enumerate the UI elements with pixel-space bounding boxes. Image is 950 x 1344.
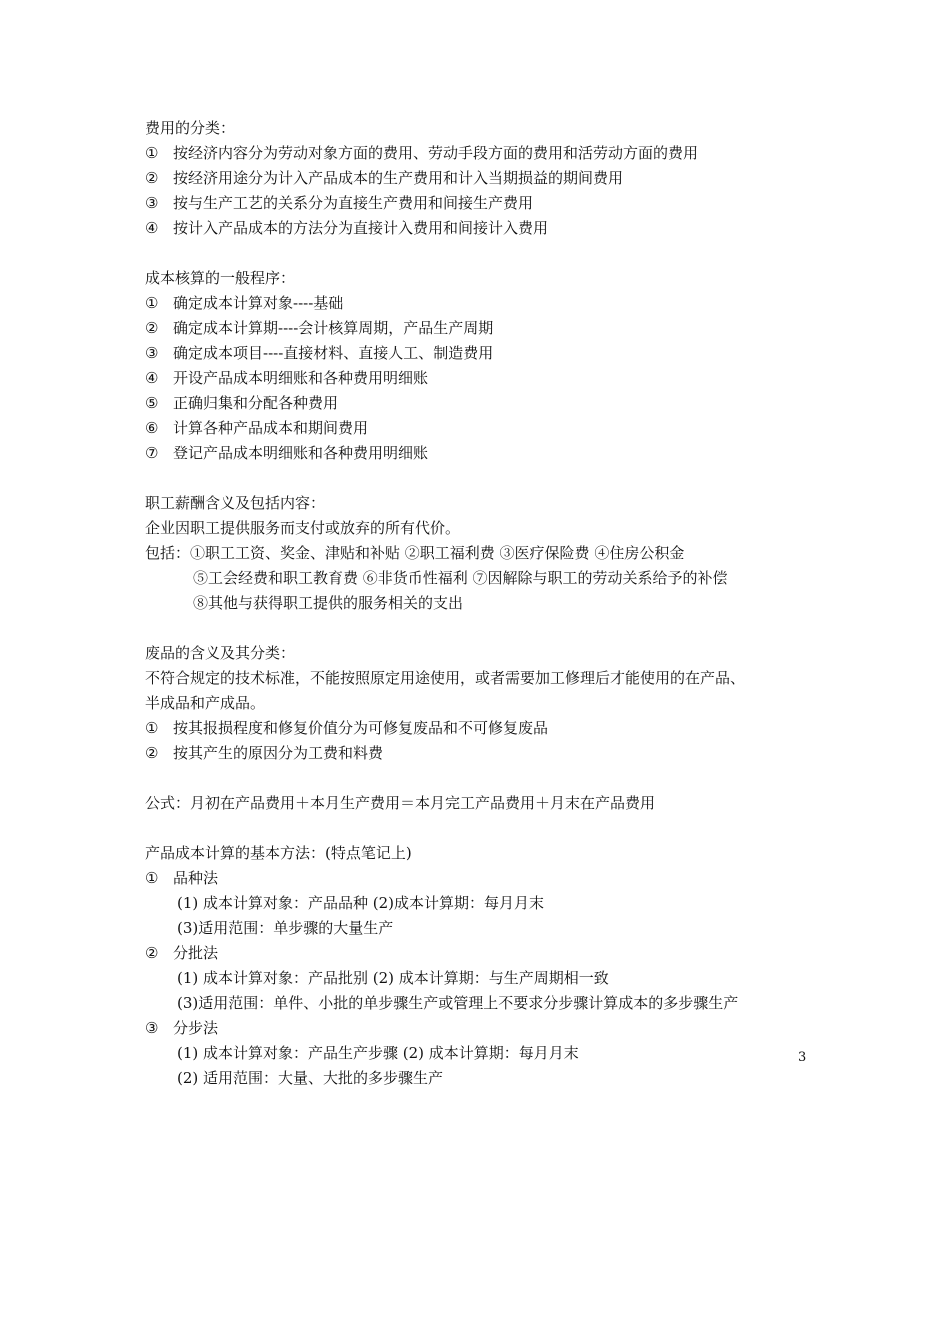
includes-prefix: 包括： [145, 544, 191, 562]
spacer [145, 816, 825, 841]
list-text: 按其产生的原因分为工费和料费 [173, 744, 384, 762]
list-number: ② [145, 319, 159, 337]
method-detail: (2) 适用范围：大量、大批的多步骤生产 [177, 1069, 444, 1087]
list-text: 正确归集和分配各种费用 [173, 394, 339, 412]
section-title-cost-procedure: 成本核算的一般程序： [145, 269, 296, 287]
page-number: 3 [798, 1050, 807, 1065]
list-item [145, 366, 825, 391]
spacer [145, 616, 825, 641]
compensation-includes [145, 541, 825, 566]
list-item [145, 166, 825, 191]
list-number: ④ [145, 369, 159, 387]
formula-text: 公式：月初在产品费用＋本月生产费用＝本月完工产品费用＋月末在产品费用 [145, 794, 656, 812]
method-name: 分批法 [173, 944, 219, 962]
list-text: 按经济内容分为劳动对象方面的费用、劳动手段方面的费用和活劳动方面的费用 [173, 144, 699, 162]
list-number: ② [145, 744, 159, 762]
list-number: ① [145, 144, 159, 162]
section-title-waste-products: 废品的含义及其分类： [145, 644, 296, 662]
section-title-basic-methods: 产品成本计算的基本方法：(特点笔记上) [145, 844, 412, 862]
list-text: 确定成本计算对象----基础 [173, 294, 344, 312]
section-title-expense-classification: 费用的分类： [145, 119, 236, 137]
compensation-definition: 企业因职工提供服务而支付或放弃的所有代价。 [145, 519, 461, 537]
list-text: 登记产品成本明细账和各种费用明细账 [173, 444, 429, 462]
method-heading [145, 866, 825, 891]
list-text: 确定成本计算期----会计核算周期，产品生产周期 [173, 319, 494, 337]
method-name: 品种法 [173, 869, 219, 887]
includes-line: ⑧其他与获得职工提供的服务相关的支出 [193, 594, 464, 612]
list-item [145, 216, 825, 241]
section-title-employee-compensation: 职工薪酬含义及包括内容： [145, 494, 326, 512]
list-text: 确定成本项目----直接材料、直接人工、制造费用 [173, 344, 494, 362]
method-detail: (1) 成本计算对象：产品品种 (2)成本计算期：每月月末 [177, 894, 545, 912]
list-number: ③ [145, 1019, 159, 1037]
method-heading [145, 941, 825, 966]
method-name: 分步法 [173, 1019, 219, 1037]
list-text: 按计入产品成本的方法分为直接计入费用和间接计入费用 [173, 219, 549, 237]
list-text: 按其报损程度和修复价值分为可修复废品和不可修复废品 [173, 719, 549, 737]
page-content [145, 116, 825, 1091]
list-item [145, 191, 825, 216]
method-detail: (3)适用范围：单步骤的大量生产 [177, 919, 394, 937]
list-item [145, 741, 825, 766]
list-text: 计算各种产品成本和期间费用 [173, 419, 369, 437]
spacer [145, 766, 825, 791]
list-item [145, 441, 825, 466]
list-number: ① [145, 294, 159, 312]
waste-definition: 半成品和产成品。 [145, 694, 266, 712]
list-number: ⑦ [145, 444, 159, 462]
list-item [145, 716, 825, 741]
list-text: 按与生产工艺的关系分为直接生产费用和间接生产费用 [173, 194, 534, 212]
list-number: ① [145, 869, 159, 887]
list-item [145, 141, 825, 166]
method-heading [145, 1016, 825, 1041]
method-detail: (3)适用范围：单件、小批的单步骤生产或管理上不要求分步骤计算成本的多步骤生产 [177, 994, 739, 1012]
list-item [145, 316, 825, 341]
list-number: ② [145, 944, 159, 962]
list-number: ③ [145, 344, 159, 362]
method-detail: (1) 成本计算对象：产品批别 (2) 成本计算期：与生产周期相一致 [177, 969, 609, 987]
list-text: 按经济用途分为计入产品成本的生产费用和计入当期损益的期间费用 [173, 169, 624, 187]
list-item [145, 391, 825, 416]
method-detail: (1) 成本计算对象：产品生产步骤 (2) 成本计算期：每月月末 [177, 1044, 579, 1062]
list-item [145, 416, 825, 441]
includes-line: ①职工工资、奖金、津贴和补贴 ②职工福利费 ③医疗保险费 ④住房公积金 [190, 544, 685, 562]
list-number: ② [145, 169, 159, 187]
list-text: 开设产品成本明细账和各种费用明细账 [173, 369, 429, 387]
list-number: ③ [145, 194, 159, 212]
list-item [145, 341, 825, 366]
list-number: ⑥ [145, 419, 159, 437]
list-number: ④ [145, 219, 159, 237]
waste-definition: 不符合规定的技术标准，不能按照原定用途使用，或者需要加工修理后才能使用的在产品、 [145, 669, 746, 687]
list-item [145, 291, 825, 316]
list-number: ① [145, 719, 159, 737]
spacer [145, 466, 825, 491]
spacer [145, 241, 825, 266]
includes-line: ⑤工会经费和职工教育费 ⑥非货币性福利 ⑦因解除与职工的劳动关系给予的补偿 [193, 569, 728, 587]
list-number: ⑤ [145, 394, 159, 412]
